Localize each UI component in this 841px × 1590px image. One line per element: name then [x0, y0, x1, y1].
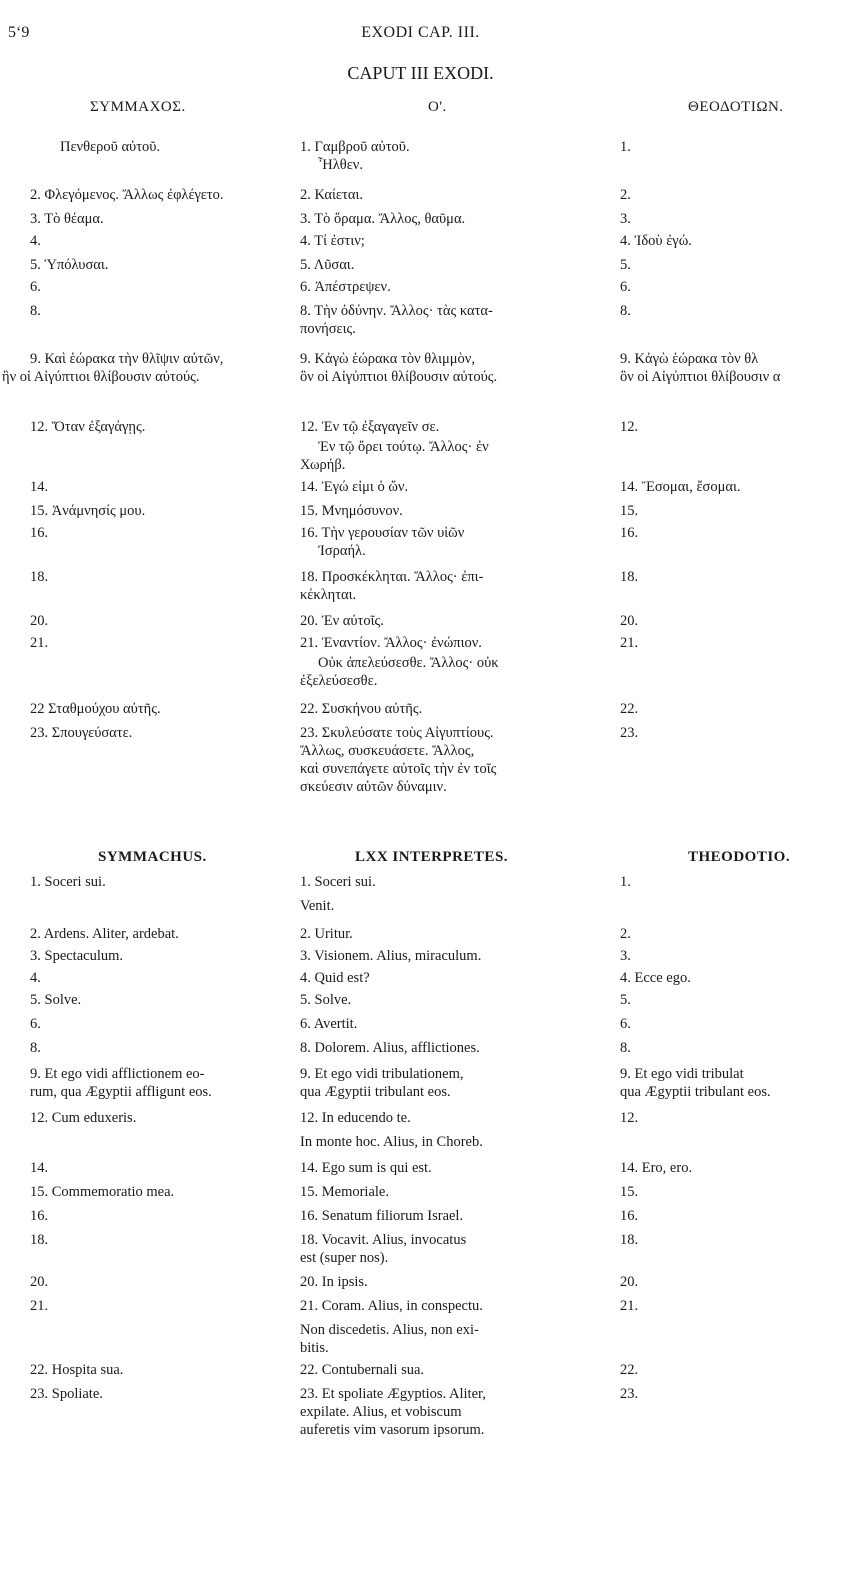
text-line: qua Ægyptii tribulant eos. — [300, 1084, 451, 1100]
text-line: 8. Dolorem. Alius, afflictiones. — [300, 1040, 480, 1056]
text-line: 23. Σπουγεύσατε. — [30, 725, 133, 741]
text-line: 2. Φλεγόμενος. Ἄλλως ἐφλέγετο. — [30, 187, 224, 203]
theodotion-greek-heading: ΘΕΟΔΟΤΙΩΝ. — [688, 99, 784, 115]
lxx-greek-heading: Ο'. — [428, 99, 447, 115]
text-line: 18. — [30, 1232, 49, 1248]
text-line: 16. — [620, 1208, 639, 1224]
text-line: 15. Memoriale. — [300, 1184, 389, 1200]
text-line: 9. Et ego vidi afflictionem eo- — [30, 1066, 205, 1082]
text-line: 1. — [620, 139, 631, 155]
text-line: 6. Ἀπέστρεψεν. — [300, 279, 391, 295]
text-line: Ἰσραήλ. — [318, 543, 366, 559]
text-line: 21. Ἐναντίον. Ἄλλος· ἐνώπιον. — [300, 635, 482, 651]
text-line: 12. Cum eduxeris. — [30, 1110, 137, 1126]
text-line: 20. — [30, 1274, 49, 1290]
text-line: 14. Ego sum is qui est. — [300, 1160, 432, 1176]
text-line: auferetis vim vasorum ipsorum. — [300, 1422, 485, 1438]
text-line: 4. Ἰδοὺ ἐγώ. — [620, 233, 692, 249]
text-line: 20. In ipsis. — [300, 1274, 368, 1290]
text-line: 4. Ecce ego. — [620, 970, 691, 986]
theodotion-latin-heading: THEODOTIO. — [688, 849, 791, 865]
text-line: 16. — [620, 525, 639, 541]
text-line: 5. Solve. — [300, 992, 352, 1008]
text-line: 3. Spectaculum. — [30, 948, 124, 964]
text-line: Ἄλλως, συσκευάσετε. Ἄλλος, — [300, 743, 475, 759]
text-line: 16. Senatum filiorum Israel. — [300, 1208, 464, 1224]
text-line: 22. — [620, 701, 639, 717]
text-line: 4. Τί ἐστιν; — [300, 233, 365, 249]
symmachus-latin-heading: SYMMACHUS. — [98, 849, 207, 865]
text-line: 23. Σκυλεύσατε τοὺς Αἰγυπτίους. — [300, 725, 494, 741]
text-line: qua Ægyptii tribulant eos. — [620, 1084, 771, 1100]
text-line: rum, qua Ægyptii affligunt eos. — [30, 1084, 212, 1100]
text-line: πονήσεις. — [300, 321, 356, 337]
text-line: 8. Τὴν ὀδύνην. Ἄλλος· τὰς κατα- — [300, 303, 493, 319]
text-line: 21. — [620, 1298, 639, 1314]
running-title: EXODI CAP. III. — [361, 24, 480, 41]
text-line: 4. — [30, 233, 41, 249]
text-line: 8. — [620, 303, 631, 319]
text-line: 5. Λῦσαι. — [300, 257, 355, 273]
text-line: Venit. — [300, 898, 335, 914]
text-line: 6. Avertit. — [300, 1016, 358, 1032]
chapter-title: CAPUT III EXODI. — [347, 63, 494, 83]
text-line: 20. — [620, 1274, 639, 1290]
text-line: 8. — [30, 303, 41, 319]
text-line: 16. — [30, 525, 49, 541]
text-line: 5. Solve. — [30, 992, 82, 1008]
text-line: 12. In educendo te. — [300, 1110, 411, 1126]
text-line: 8. — [620, 1040, 631, 1056]
text-line: 15. Commemoratio mea. — [30, 1184, 175, 1200]
text-line: 15. — [620, 503, 639, 519]
text-line: 2. Καίεται. — [300, 187, 363, 203]
text-line: 1. — [620, 874, 631, 890]
text-line: 18. — [620, 1232, 639, 1248]
text-line: 2. Uritur. — [300, 926, 353, 942]
text-line: 12. — [620, 419, 639, 435]
text-line: 23. — [620, 725, 639, 741]
text-line: 18. — [30, 569, 49, 585]
text-line: 2. Ardens. Aliter, ardebat. — [30, 926, 179, 942]
text-line: 16. — [30, 1208, 49, 1224]
text-line: est (super nos). — [300, 1250, 389, 1266]
text-line: 22. Hospita sua. — [30, 1362, 124, 1378]
text-line: 22. — [620, 1362, 639, 1378]
text-line: In monte hoc. Alius, in Choreb. — [300, 1134, 483, 1150]
text-line: 3. — [620, 211, 631, 227]
text-line: 21. — [620, 635, 639, 651]
text-line: Ἐν τῷ ὄρει τούτῳ. Ἄλλος· ἐν — [318, 439, 489, 455]
text-line: ὃν οἱ Αἰγύπτιοι θλίβουσιν αὐτούς. — [300, 369, 498, 385]
text-line: 21. — [30, 635, 49, 651]
text-line: 2. — [620, 926, 631, 942]
text-line: 1. Soceri sui. — [300, 874, 376, 890]
text-line: ὃν οἱ Αἰγύπτιοι θλίβουσιν α — [620, 369, 781, 385]
text-line: 8. — [30, 1040, 41, 1056]
text-line: 21. — [30, 1298, 49, 1314]
text-line: 18. Vocavit. Alius, invocatus — [300, 1232, 467, 1248]
text-line: 23. Spoliate. — [30, 1386, 103, 1402]
symmachus-greek-heading: ΣΥΜΜΑΧΟΣ. — [90, 99, 186, 115]
text-line: 6. — [620, 279, 631, 295]
text-line: 1. Soceri sui. — [30, 874, 106, 890]
text-line: expilate. Alius, et vobiscum — [300, 1404, 462, 1420]
text-line: 15. Μνημόσυνον. — [300, 503, 403, 519]
text-line: 6. — [620, 1016, 631, 1032]
text-line: 16. Τὴν γερουσίαν τῶν υἱῶν — [300, 525, 465, 541]
text-line: 5. Ὑπόλυσαι. — [30, 257, 109, 273]
text-line: 2. — [620, 187, 631, 203]
text-line: 5. — [620, 992, 631, 1008]
text-line: 3. — [620, 948, 631, 964]
text-line: Χωρήβ. — [300, 457, 346, 473]
text-line: Πενθεροῦ αὐτοῦ. — [60, 139, 161, 155]
text-line: 21. Coram. Alius, in conspectu. — [300, 1298, 483, 1314]
text-line: 23. — [620, 1386, 639, 1402]
text-line: 5. — [620, 257, 631, 273]
page-number: 5‘9 — [8, 24, 30, 41]
text-line: Non discedetis. Alius, non exi- — [300, 1322, 479, 1338]
text-line: 22. Συσκήνου αὐτῆς. — [300, 701, 423, 717]
text-line: Οὐκ ἀπελεύσεσθε. Ἄλλος· οὐκ — [318, 655, 499, 671]
text-line: 14. — [30, 1160, 49, 1176]
text-line: 9. Κἀγὼ ἑώρακα τὸν θλ — [620, 351, 759, 367]
text-line: 14. Ero, ero. — [620, 1160, 693, 1176]
text-line: bitis. — [300, 1340, 329, 1356]
text-line: 4. Quid est? — [300, 970, 370, 986]
text-line: 9. Et ego vidi tribulat — [620, 1066, 744, 1082]
text-line: 12. Ὅταν ἐξαγάγῃς. — [30, 419, 146, 435]
text-line: 1. Γαμβροῦ αὐτοῦ. — [300, 139, 410, 155]
text-line: κέκληται. — [300, 587, 357, 603]
text-line: 14. Ἐγώ εἰμι ὁ ὤν. — [300, 479, 409, 495]
text-line: ἐξελεύσεσθε. — [300, 673, 378, 689]
text-line: 14. — [30, 479, 49, 495]
text-line: 3. Τὸ θέαμα. — [30, 211, 104, 227]
text-line: 9. Καὶ ἑώρακα τὴν θλῖψιν αὐτῶν, — [30, 351, 224, 367]
text-line: 15. Ἀνάμνησίς μου. — [30, 503, 146, 519]
text-line: 23. Et spoliate Ægyptios. Aliter, — [300, 1386, 486, 1402]
text-line: σκεύεσιν αὐτῶν δύναμιν. — [300, 779, 447, 795]
text-line: 20. — [30, 613, 49, 629]
text-line: Ἦλθεν. — [318, 157, 363, 173]
text-line: 12. Ἐν τῷ ἐξαγαγεῖν σε. — [300, 419, 440, 435]
text-line: καὶ συνεπάγετε αὐτοῖς τὴν ἐν τοῖς — [300, 761, 497, 777]
text-line: 14. Ἔσομαι, ἔσομαι. — [620, 479, 741, 495]
text-line: 6. — [30, 279, 41, 295]
text-line: 3. Visionem. Alius, miraculum. — [300, 948, 482, 964]
text-line: 20. — [620, 613, 639, 629]
text-line: 18. — [620, 569, 639, 585]
text-line: 12. — [620, 1110, 639, 1126]
text-line: 18. Προσκέκληται. Ἄλλος· ἐπι- — [300, 569, 484, 585]
text-line: 3. Τὸ ὅραμα. Ἄλλος, θαῦμα. — [300, 211, 466, 227]
text-line: 22. Contubernali sua. — [300, 1362, 425, 1378]
text-line: 9. Et ego vidi tribulationem, — [300, 1066, 464, 1082]
text-line: 22 Σταθμούχου αὐτῆς. — [30, 701, 161, 717]
text-line: 6. — [30, 1016, 41, 1032]
text-line: 20. Ἐν αὐτοῖς. — [300, 613, 384, 629]
text-line: 15. — [620, 1184, 639, 1200]
text-line: 9. Κἀγὼ ἑώρακα τὸν θλιμμὸν, — [300, 351, 475, 367]
text-line: ἣν οἱ Αἰγύπτιοι θλίβουσιν αὐτούς. — [2, 369, 200, 385]
lxx-latin-heading: LXX INTERPRETES. — [355, 849, 509, 865]
text-line: 4. — [30, 970, 41, 986]
